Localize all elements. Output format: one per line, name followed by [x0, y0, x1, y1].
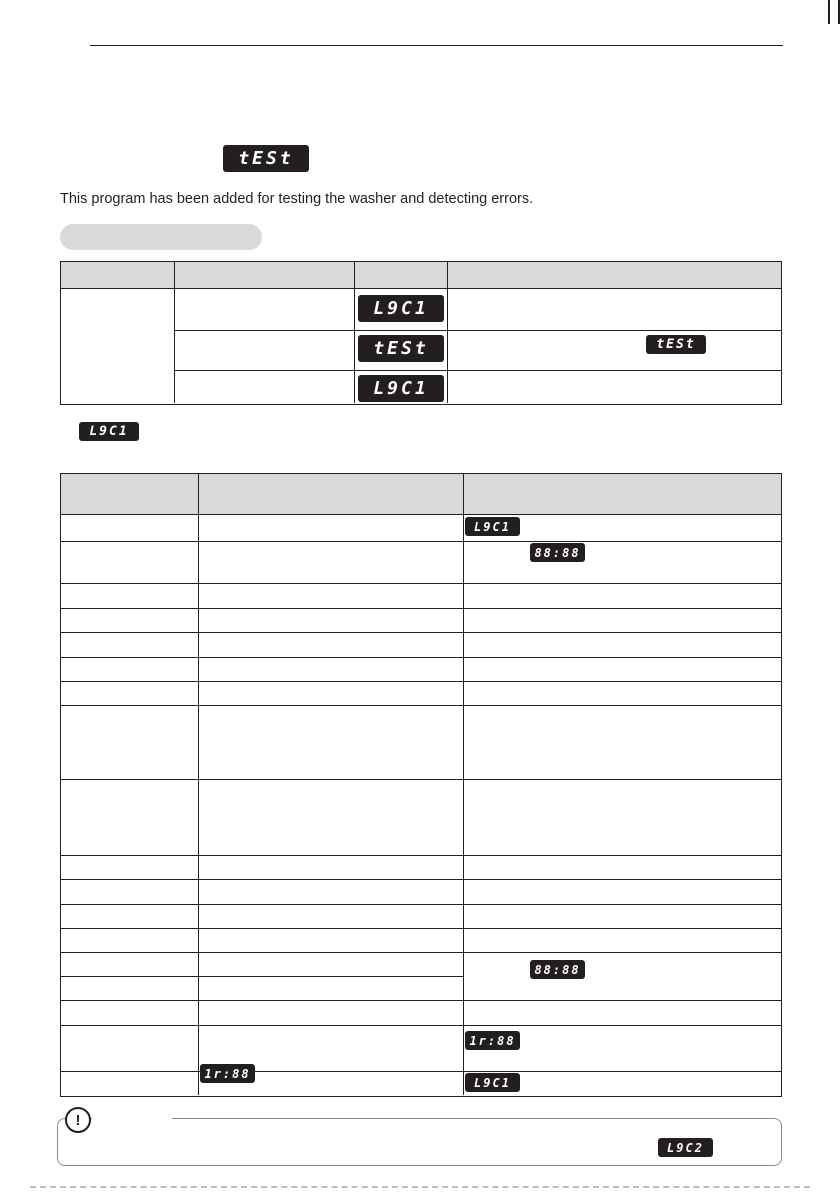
- row-17-display-code: L9C1: [465, 1073, 520, 1092]
- table-row: [61, 1000, 781, 1001]
- table-row: [61, 928, 781, 929]
- table-header: [61, 474, 781, 515]
- table-row: [61, 879, 781, 880]
- section-heading-pill: [60, 224, 262, 250]
- table-row: [61, 705, 781, 706]
- column-divider: [198, 474, 199, 1095]
- display-code-step-2: tESt: [358, 335, 444, 362]
- row-2-display-code: 88:88: [530, 543, 585, 562]
- intro-text: This program has been added for testing the washer and detecting errors.: [60, 191, 534, 207]
- column-divider: [447, 262, 448, 403]
- page-bottom-edge: [30, 1186, 810, 1188]
- header-rule: [90, 45, 783, 46]
- legend-display-code: L9C1: [79, 422, 139, 441]
- exclamation-icon: !: [65, 1107, 91, 1133]
- row-divider: [174, 330, 781, 331]
- note-display-code: L9C2: [658, 1138, 713, 1157]
- row-divider: [174, 370, 781, 371]
- table-row: [61, 608, 781, 609]
- row-1-display-code: L9C1: [465, 517, 520, 536]
- display-code-step-1: L9C1: [358, 295, 444, 322]
- test-program-table: [60, 473, 782, 1097]
- table-row: [61, 952, 781, 953]
- column-divider: [174, 262, 175, 403]
- row-16-input-code: 1r:88: [200, 1064, 255, 1083]
- column-divider: [463, 474, 464, 1095]
- table-row: [61, 976, 463, 977]
- note-border-gap: [92, 1116, 172, 1122]
- display-code-step-3: L9C1: [358, 375, 444, 402]
- table-row: [61, 1071, 781, 1072]
- row-13-display-code: 88:88: [530, 960, 585, 979]
- table-row: [61, 855, 781, 856]
- table-row: [61, 583, 781, 584]
- inline-display-code: tESt: [646, 335, 706, 354]
- row-16-display-code: 1r:88: [465, 1031, 520, 1050]
- column-divider: [354, 262, 355, 403]
- table-row: [61, 779, 781, 780]
- table-row: [61, 681, 781, 682]
- table-header: [61, 262, 781, 289]
- table-row: [61, 904, 781, 905]
- table-row: [61, 657, 781, 658]
- test-mode-display: tESt: [223, 145, 309, 172]
- table-row: [61, 632, 781, 633]
- table-row: [61, 1025, 781, 1026]
- page-corner-mark: [828, 0, 840, 24]
- table-row: [61, 541, 781, 542]
